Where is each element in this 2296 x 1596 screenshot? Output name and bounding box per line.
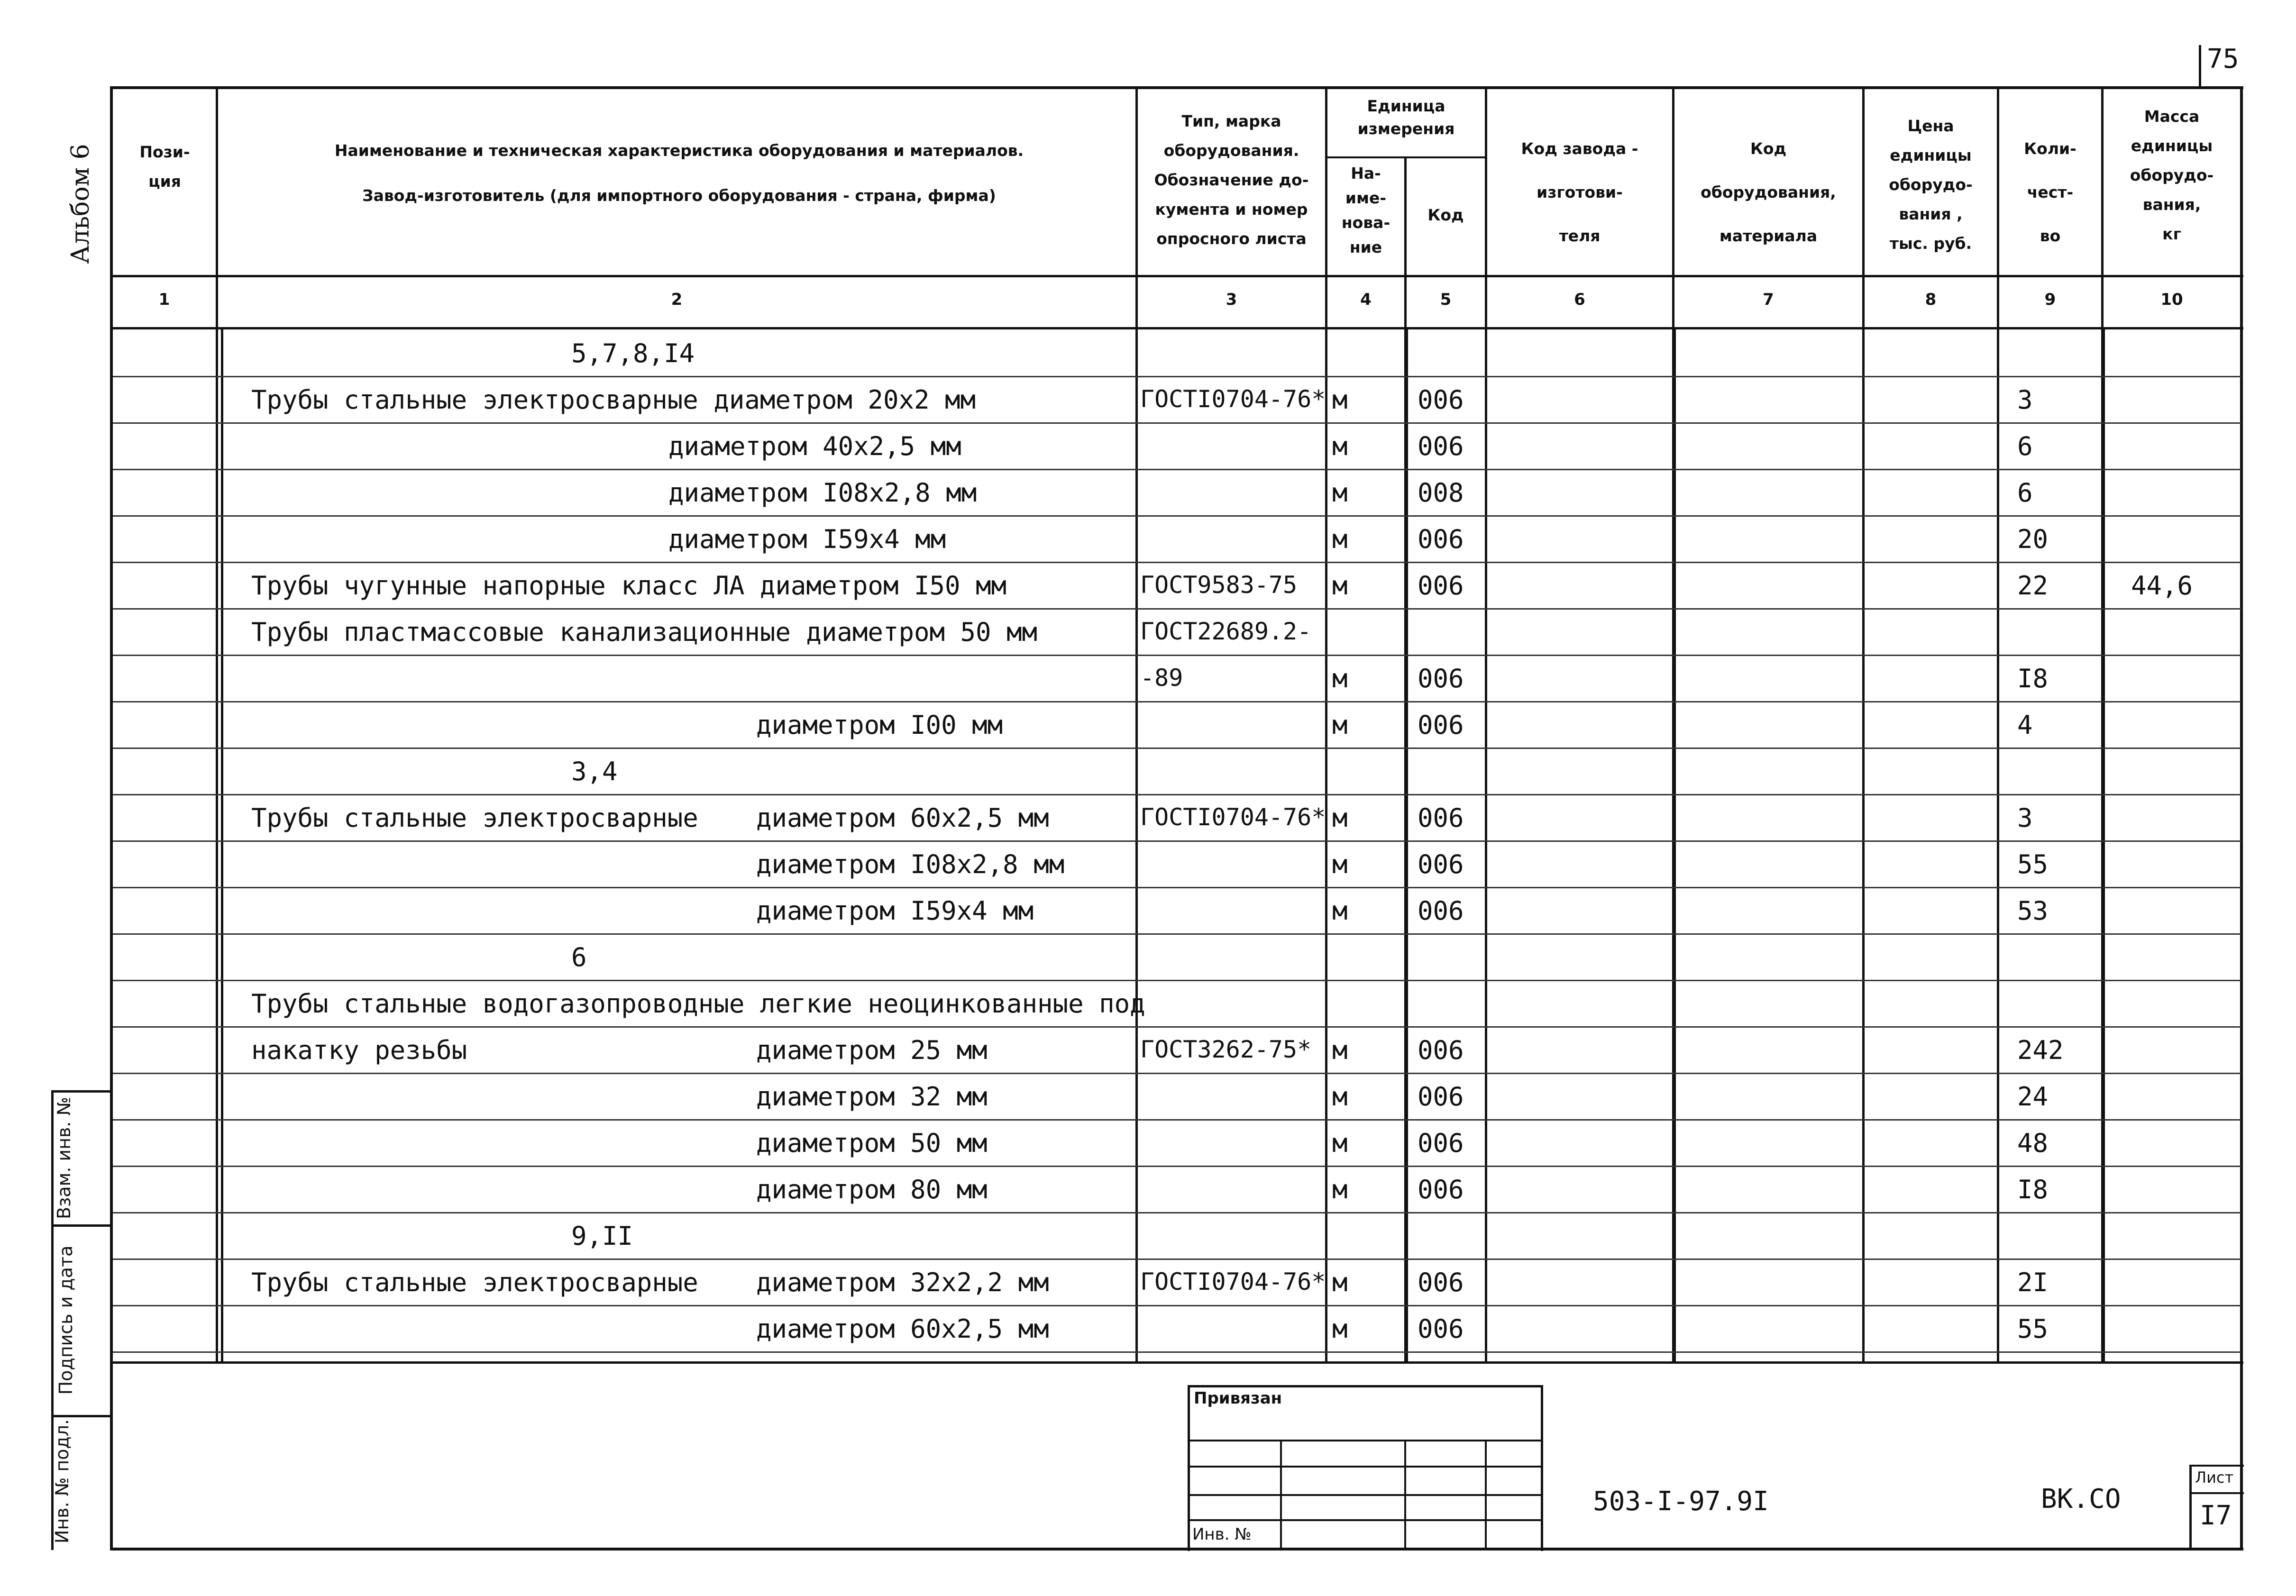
stamp-mark: ВК.СО	[2041, 1484, 2121, 1514]
item-name: накатку резьбы	[251, 1035, 467, 1065]
table-row	[113, 887, 2241, 933]
item-name: 6	[571, 942, 587, 972]
item-name: диаметром I59х4 мм	[668, 524, 946, 554]
table-row	[113, 1119, 2241, 1166]
item-unit: м	[1332, 431, 1348, 461]
item-name: 3,4	[571, 757, 618, 786]
col-header-factory: Код завода - изготови- теля	[1521, 139, 1638, 245]
item-unit-code: 006	[1418, 431, 1464, 461]
item-unit: м	[1332, 896, 1348, 926]
item-unit: м	[1332, 524, 1348, 554]
item-unit-code: 006	[1418, 1082, 1464, 1112]
item-quantity: 3	[2017, 803, 2033, 833]
col-header-price: Цена единицы оборудо- вания , тыс. руб.	[1889, 117, 1973, 253]
item-quantity: 53	[2017, 896, 2049, 926]
table-row	[113, 329, 2241, 376]
column-number: 8	[1925, 290, 1937, 309]
table-row	[113, 933, 2241, 980]
item-name: диаметром 32 мм	[756, 1082, 988, 1112]
table-row	[113, 422, 2241, 469]
item-standard: ГОСТI0704-76*	[1140, 803, 1326, 831]
item-mass: 44,6	[2131, 571, 2193, 601]
page-number: 75	[2207, 44, 2239, 74]
col-header-unit-name: На- име- нова- ние	[1341, 164, 1390, 256]
item-name: диаметром 40х2,5 мм	[668, 431, 961, 461]
item-quantity: 20	[2017, 524, 2049, 554]
item-unit-code: 006	[1418, 896, 1464, 926]
item-unit: м	[1332, 478, 1348, 508]
item-quantity: I8	[2017, 1175, 2049, 1204]
item-name: Трубы стальные водогазопроводные легкие неоцинкованные под	[251, 989, 1145, 1019]
item-quantity: 24	[2017, 1082, 2049, 1112]
item-standard: ГОСТ9583-75	[1140, 571, 1298, 599]
table-row	[113, 1305, 2241, 1351]
item-unit-code: 006	[1418, 664, 1464, 693]
item-unit: м	[1332, 385, 1348, 415]
item-unit-code: 006	[1418, 803, 1464, 833]
margin-vzam-inv: Взам. инв. №	[54, 1097, 74, 1220]
item-name: Трубы чугунные напорные класс ЛА диаметром I50 мм	[251, 571, 1007, 601]
item-name: 9,II	[571, 1221, 633, 1251]
item-name: Трубы стальные электросварные	[251, 803, 698, 833]
item-diameter: диаметром 60х2,5 мм	[756, 803, 1049, 833]
item-unit: м	[1332, 1035, 1348, 1065]
item-unit: м	[1332, 849, 1348, 879]
column-number: 4	[1360, 290, 1372, 309]
item-unit: м	[1332, 803, 1348, 833]
col-header-equipment-code: Код оборудования, материала	[1701, 139, 1836, 245]
column-number: 9	[2044, 290, 2056, 309]
item-quantity: 6	[2017, 478, 2033, 508]
item-name: диаметром I59х4 мм	[756, 896, 1034, 926]
stamp-sheet-label: Лист	[2195, 1468, 2234, 1487]
item-unit: м	[1332, 664, 1348, 693]
table-row	[113, 469, 2241, 515]
item-quantity: 22	[2017, 571, 2049, 601]
column-number: 7	[1763, 290, 1774, 309]
item-name: диаметром 50 мм	[756, 1128, 988, 1158]
column-number: 3	[1226, 290, 1237, 309]
item-standard: ГОСТ22689.2-	[1140, 618, 1312, 645]
table-row	[113, 701, 2241, 748]
stamp-privyazan: Привязан	[1194, 1389, 1282, 1408]
col-header-position: Пози- ция	[139, 143, 190, 191]
item-diameter: диаметром 25 мм	[756, 1035, 988, 1065]
item-quantity: 6	[2017, 431, 2033, 461]
col-header-unit-code: Код	[1427, 206, 1464, 224]
item-unit: м	[1332, 1175, 1348, 1204]
item-unit-code: 006	[1418, 524, 1464, 554]
item-quantity: 48	[2017, 1128, 2049, 1158]
stamp-inv-no: Инв. №	[1192, 1525, 1252, 1544]
item-unit-code: 006	[1418, 385, 1464, 415]
item-unit-code: 006	[1418, 1035, 1464, 1065]
margin-inv-original: Инв. № подл.	[52, 1419, 73, 1544]
item-name: диаметром 80 мм	[756, 1175, 988, 1204]
item-quantity: I8	[2017, 664, 2049, 693]
item-standard: ГОСТI0704-76*	[1140, 1268, 1326, 1295]
item-unit: м	[1332, 710, 1348, 740]
item-name: Трубы стальные электросварные диаметром 20х2 мм	[251, 385, 976, 415]
column-number: 1	[158, 290, 170, 309]
col-header-qty: Коли- чест- во	[2024, 139, 2076, 245]
item-unit: м	[1332, 1268, 1348, 1297]
item-unit-code: 006	[1418, 571, 1464, 601]
col-header-mass: Масса единицы оборудо- вания, кг	[2130, 107, 2214, 243]
item-name: Трубы стальные электросварные	[251, 1268, 698, 1297]
item-unit: м	[1332, 1314, 1348, 1344]
item-name: Трубы пластмассовые канализационные диаметром 50 мм	[251, 617, 1038, 647]
table-row	[113, 1166, 2241, 1212]
col-header-unit: Единица измерения	[1357, 97, 1455, 138]
table-row	[113, 515, 2241, 562]
margin-signature-date: Подпись и дата	[55, 1245, 76, 1395]
item-standard: -89	[1140, 664, 1183, 692]
item-standard: ГОСТI0704-76*	[1140, 385, 1326, 413]
column-number: 6	[1574, 290, 1585, 309]
item-quantity: 55	[2017, 1314, 2049, 1344]
item-standard: ГОСТ3262-75*	[1140, 1036, 1312, 1063]
item-unit-code: 006	[1418, 1175, 1464, 1204]
stamp-doc-code: 503-I-97.9I	[1593, 1486, 1769, 1517]
col-header-type: Тип, марка оборудования. Обозначение до- кумента и номер опросного листа	[1154, 112, 1309, 248]
table-row	[113, 840, 2241, 887]
item-quantity: 55	[2017, 849, 2049, 879]
item-unit: м	[1332, 1082, 1348, 1112]
item-unit-code: 008	[1418, 478, 1464, 508]
col-header-name: Наименование и техническая характеристика оборудования и материалов. Завод-изготовитель (для импортного оборудования - страна, фирма)	[334, 141, 1024, 205]
item-unit-code: 006	[1418, 849, 1464, 879]
item-unit: м	[1332, 571, 1348, 601]
item-unit-code: 006	[1418, 1268, 1464, 1297]
item-quantity: 242	[2017, 1035, 2064, 1065]
column-number: 5	[1440, 290, 1452, 309]
item-name: диаметром I08х2,8 мм	[756, 849, 1065, 879]
item-unit-code: 006	[1418, 1128, 1464, 1158]
column-number: 10	[2160, 290, 2183, 309]
item-unit-code: 006	[1418, 1314, 1464, 1344]
album-label: Альбом 6	[66, 144, 95, 264]
item-quantity: 2I	[2017, 1268, 2049, 1297]
item-diameter: диаметром 32х2,2 мм	[756, 1268, 1049, 1297]
column-number: 2	[671, 290, 683, 309]
item-unit-code: 006	[1418, 710, 1464, 740]
stamp-sheet-number: I7	[2200, 1500, 2232, 1531]
item-name: диаметром I08х2,8 мм	[668, 478, 977, 508]
item-name: 5,7,8,I4	[571, 338, 695, 368]
table-row	[113, 748, 2241, 794]
table-row	[113, 1073, 2241, 1119]
item-name: диаметром 60х2,5 мм	[756, 1314, 1049, 1344]
table-row	[113, 1212, 2241, 1259]
item-unit: м	[1332, 1128, 1348, 1158]
item-quantity: 4	[2017, 710, 2033, 740]
item-quantity: 3	[2017, 385, 2033, 415]
item-name: диаметром I00 мм	[756, 710, 1003, 740]
